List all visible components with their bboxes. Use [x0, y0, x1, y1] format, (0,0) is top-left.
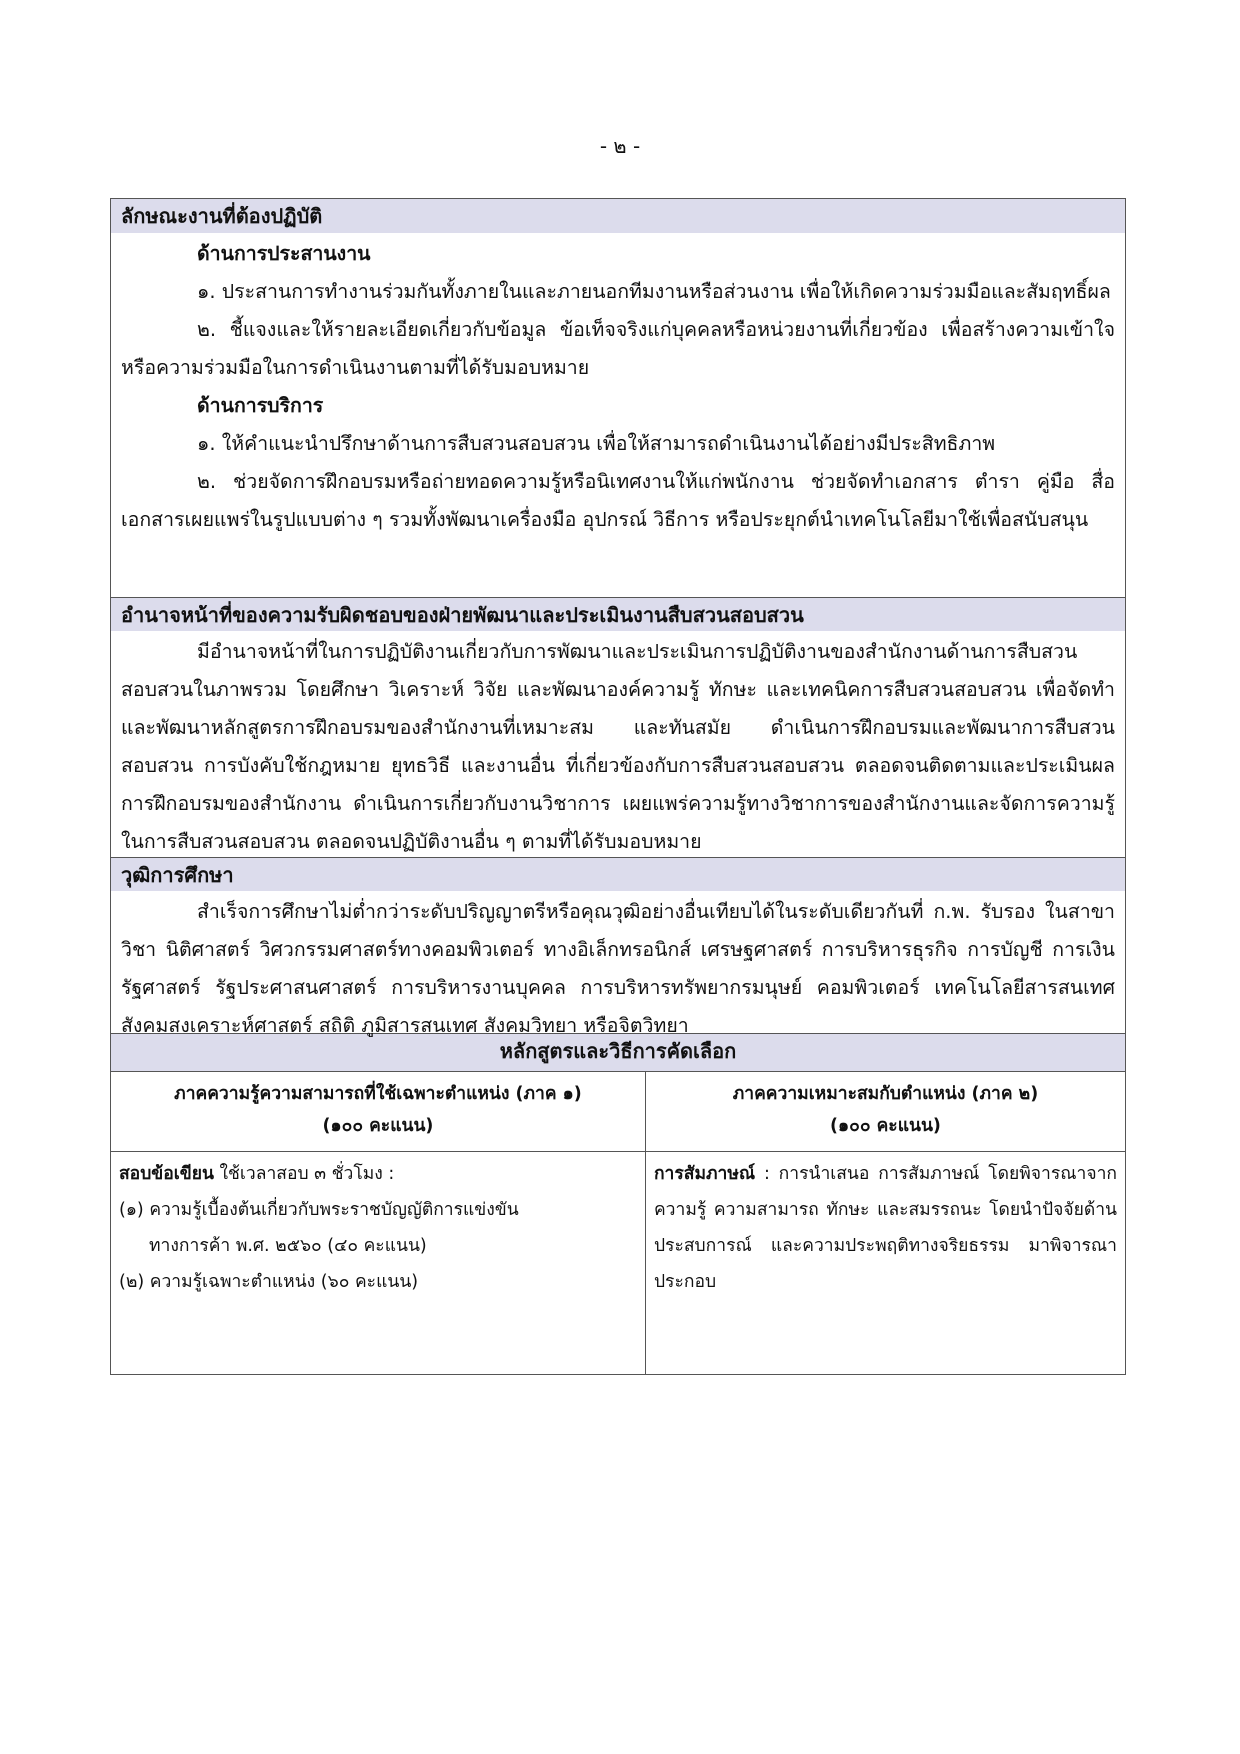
service-item-1: ๑. ให้คำแนะนำปรึกษาด้านการสืบสวนสอบสวน เพื่อให้สามารถดำเนินงานได้อย่างมีประสิทธิภาพ	[197, 432, 996, 455]
part1-heading-line2: (๑๐๐ คะแนน)	[322, 1116, 434, 1136]
exam-item-1-line2: ทางการค้า พ.ศ. ๒๕๖๐ (๔๐ คะแนน)	[149, 1236, 427, 1256]
part2-heading-line1: ภาคความเหมาะสมกับตำแหน่ง (ภาค ๒)	[732, 1084, 1039, 1104]
service-item-2: ๒. ช่วยจัดการฝึกอบรมหรือถ่ายทอดความรู้หรือนิเทศงานให้แก่พนักงาน ช่วยจัดทำเอกสาร ตำรา คู่มือ สื่อเอกสารเผยแพร่ในรูปแบบต่าง ๆ รวมทั้งพัฒนาเครื่องมือ อุปกรณ์ วิธีการ หรือประยุกต์นำเทคโนโลยีมาใช้เพื่อสนับสนุน	[121, 470, 1115, 531]
selection-section-title: หลักสูตรและวิธีการคัดเลือก	[111, 1033, 1125, 1071]
qualification-section-title: วุฒิการศึกษา	[111, 857, 1125, 891]
exam-item-1-line1: (๑) ความรู้เบื้องต้นเกี่ยวกับพระราชบัญญัติการแข่งขัน	[119, 1200, 519, 1220]
part1-column	[111, 1072, 646, 1374]
coordination-item-2: ๒. ชี้แจงและให้รายละเอียดเกี่ยวกับข้อมูล ข้อเท็จจริงแก่บุคคลหรือหน่วยงานที่เกี่ยวข้อง เพื่อสร้างความเข้าใจหรือความร่วมมือในการดำเนินงานตามที่ได้รับมอบหมาย	[121, 318, 1115, 379]
selection-columns	[111, 1071, 1125, 1374]
authority-section-body	[111, 631, 1125, 857]
interview-text: : การนำเสนอ การสัมภาษณ์ โดยพิจารณาจากความรู้ ความสามารถ ทักษะ และสมรรถนะ โดยนำปัจจัยด้านประสบการณ์ และความประพฤติทางจริยธรรม มาพิจารณาประกอบ	[653, 1164, 1117, 1292]
written-exam-line	[119, 1156, 637, 1192]
part1-body	[111, 1152, 645, 1374]
service-heading: ด้านการบริการ	[197, 394, 324, 417]
coordination-item-1: ๑. ประสานการทำงานร่วมกันทั้งภายในและภายนอกทีมงานหรือส่วนงาน เพื่อให้เกิดความร่วมมือและสัมฤทธิ์ผล	[197, 280, 1111, 303]
part2-heading-line2: (๑๐๐ คะแนน)	[830, 1116, 941, 1136]
interview-term: การสัมภาษณ์	[653, 1164, 756, 1184]
part2-body	[646, 1152, 1125, 1374]
part1-heading-line1: ภาคความรู้ความสามารถที่ใช้เฉพาะตำแหน่ง (ภาค ๑)	[174, 1084, 582, 1104]
qualification-section-body	[111, 891, 1125, 1037]
written-exam-term: สอบข้อเขียน	[119, 1164, 214, 1184]
duties-section-body	[111, 233, 1125, 597]
part2-column	[646, 1072, 1125, 1374]
authority-section-title: อำนาจหน้าที่ของความรับผิดชอบของฝ่ายพัฒนาและประเมินงานสืบสวนสอบสวน	[111, 597, 1125, 631]
part2-heading	[646, 1072, 1125, 1152]
job-spec-table	[110, 198, 1126, 1375]
part1-heading	[111, 1072, 645, 1152]
coordination-heading: ด้านการประสานงาน	[197, 242, 371, 265]
authority-text: มีอำนาจหน้าที่ในการปฏิบัติงานเกี่ยวกับการพัฒนาและประเมินการปฏิบัติงานของสำนักงานด้านการสืบสวนสอบสวนในภาพรวม โดยศึกษา วิเคราะห์ วิจัย และพัฒนาองค์ความรู้ ทักษะ และเทคนิคการสืบสวนสอบสวน เพื่อจัดทำและพัฒนาหลักสูตรการฝึกอบรมของสำนักงานที่เหมาะสม และทันสมัย ดำเนินการฝึกอบรมและพัฒนาการสืบสวนสอบสวน การบังคับใช้กฎหมาย ยุทธวิธี และงานอื่น ที่เกี่ยวข้องกับการสืบสวนสอบสวน ตลอดจนติดตามและประเมินผลการฝึกอบรมของสำนักงาน ดำเนินการเกี่ยวกับงานวิชาการ เผยแพร่ความรู้ทางวิชาการของสำนักงานและจัดการความรู้ในการสืบสวนสอบสวน ตลอดจนปฏิบัติงานอื่น ๆ ตามที่ได้รับมอบหมาย	[121, 640, 1115, 853]
page-number: - ๒ -	[599, 134, 641, 158]
duties-section-title: ลักษณะงานที่ต้องปฏิบัติ	[111, 199, 1125, 233]
qualification-text: สำเร็จการศึกษาไม่ต่ำกว่าระดับปริญญาตรีหรือคุณวุฒิอย่างอื่นเทียบได้ในระดับเดียวกันที่ ก.พ. รับรอง ในสาขาวิชา นิติศาสตร์ วิศวกรรมศาสตร์ทางคอมพิวเตอร์ ทางอิเล็กทรอนิกส์ เศรษฐศาสตร์ การบริหารธุรกิจ การบัญชี การเงิน รัฐศาสตร์ รัฐประศาสนศาสตร์ การบริหารงานบุคคล การบริหารทรัพยากรมนุษย์ คอมพิวเตอร์ เทคโนโลยีสารสนเทศ สังคมสงเคราะห์ศาสตร์ สถิติ ภูมิสารสนเทศ สังคมวิทยา หรือจิตวิทยา	[121, 900, 1115, 1037]
exam-item-2: (๒) ความรู้เฉพาะตำแหน่ง (๖๐ คะแนน)	[119, 1272, 419, 1292]
written-exam-text: ใช้เวลาสอบ ๓ ชั่วโมง :	[213, 1164, 395, 1184]
